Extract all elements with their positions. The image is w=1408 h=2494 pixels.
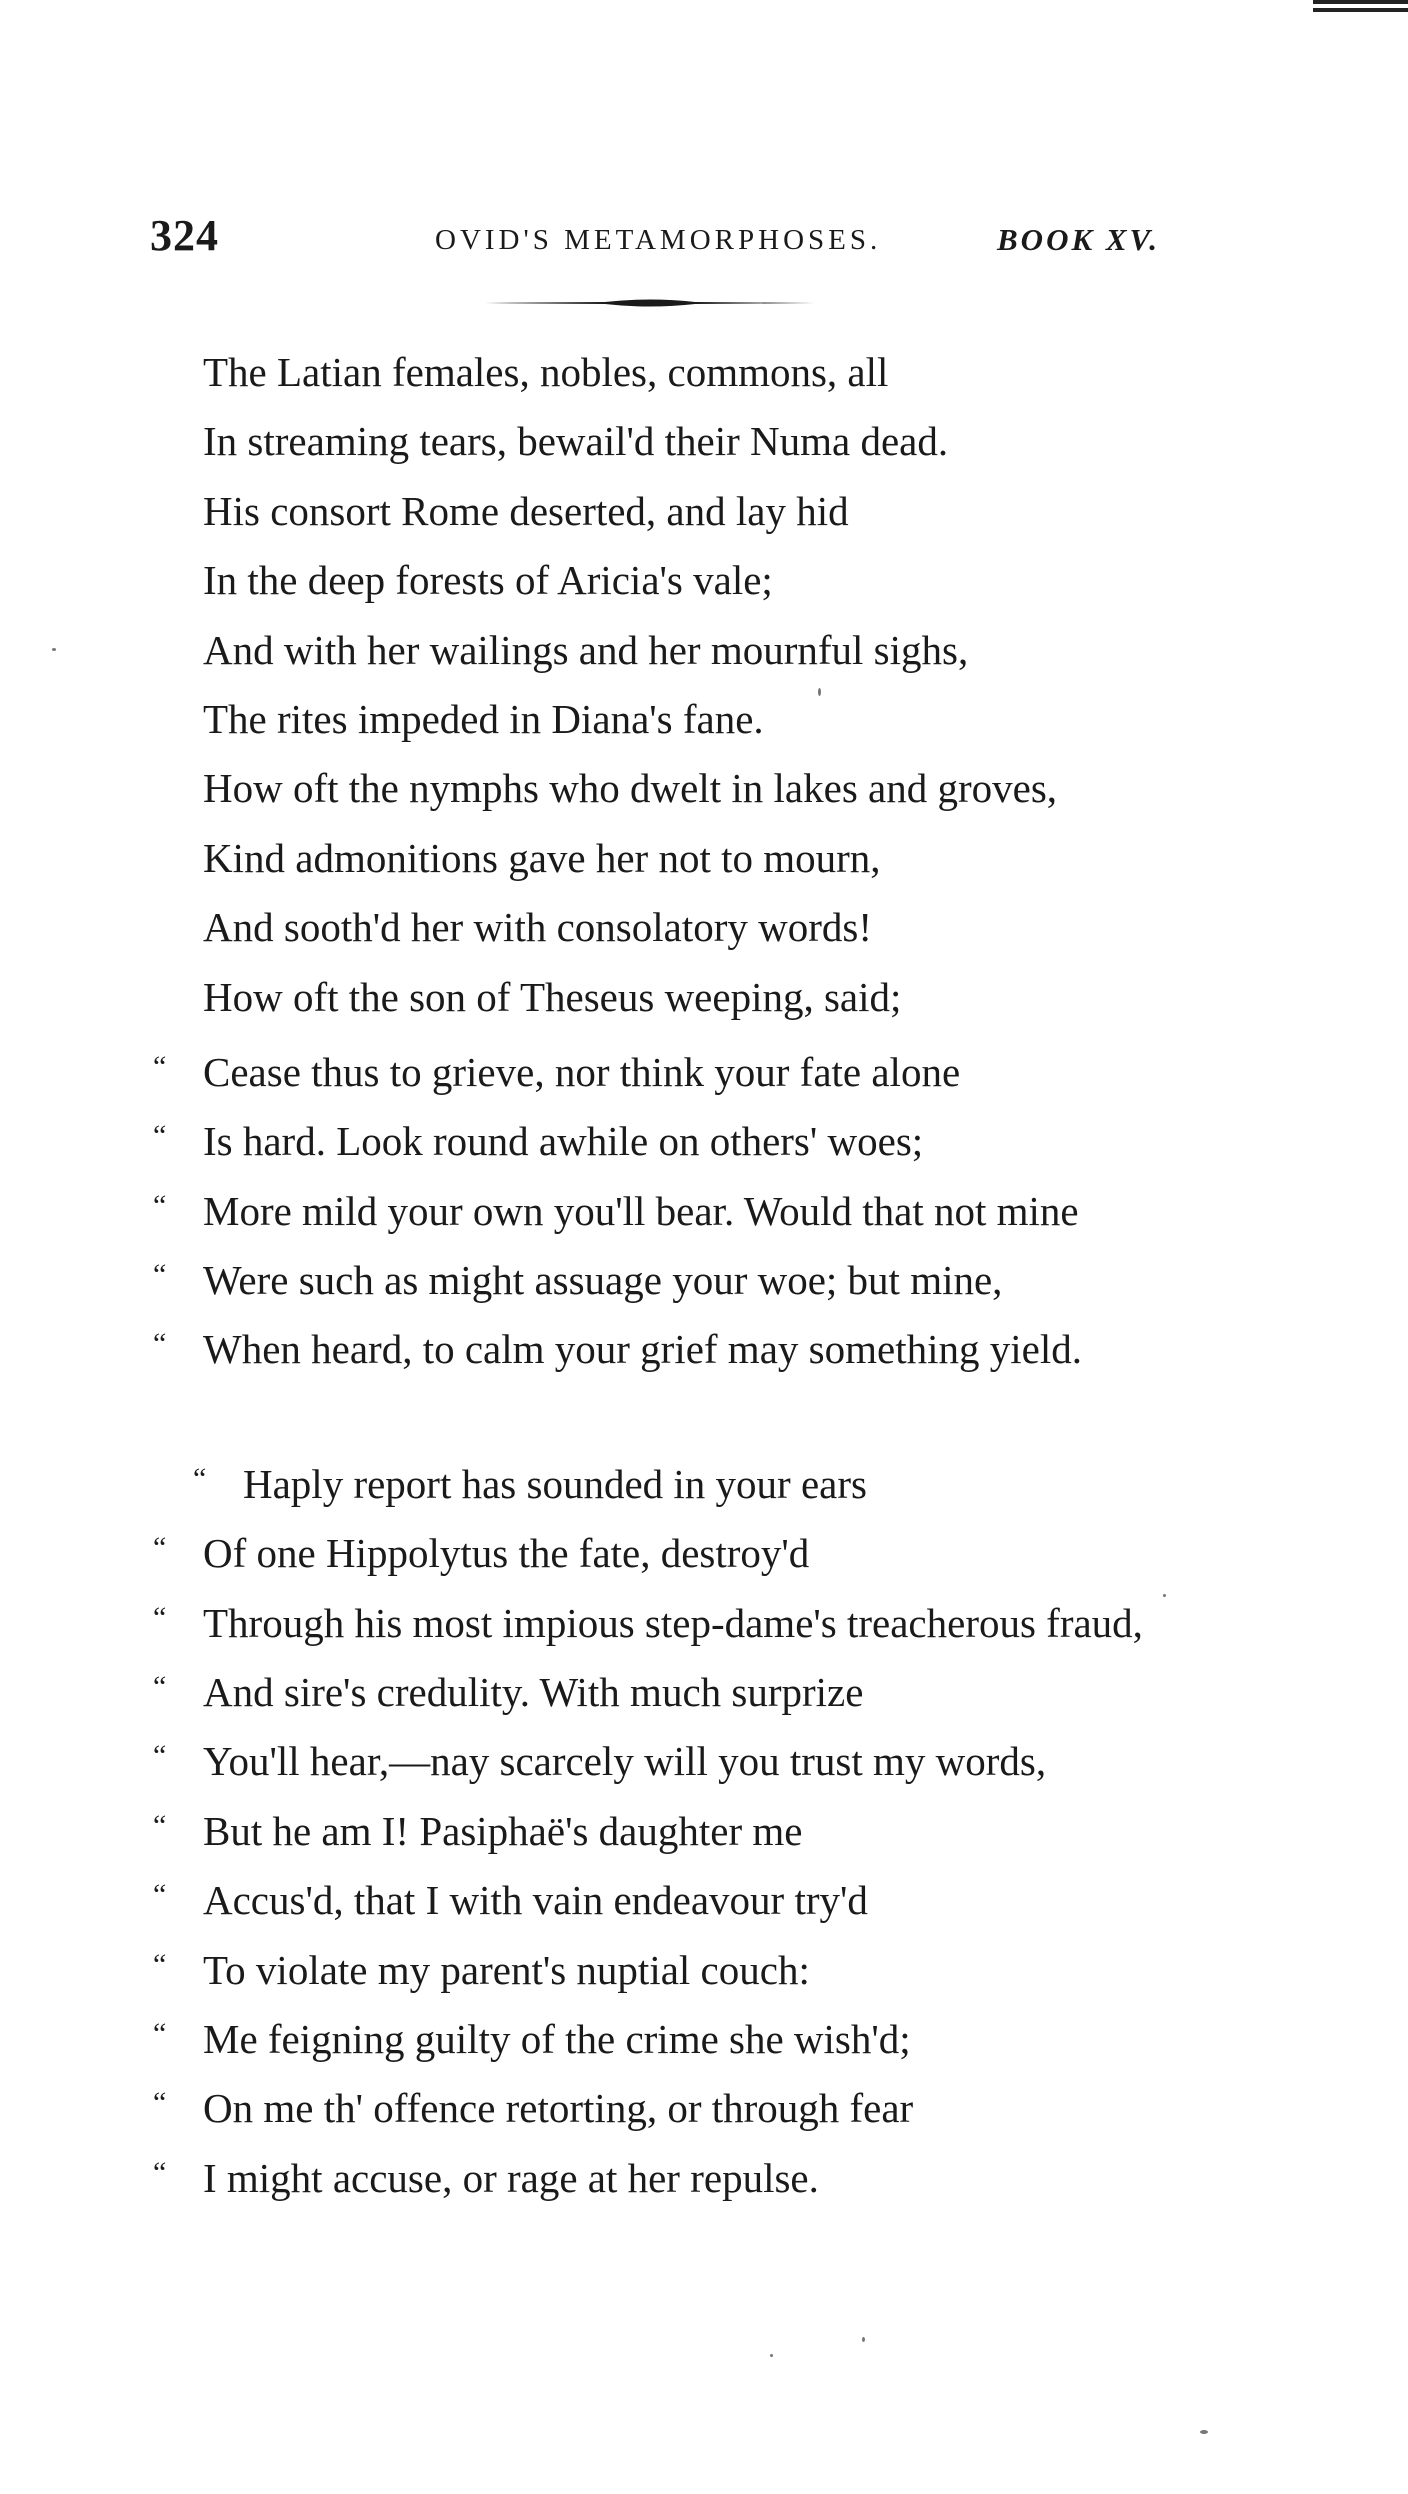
ornament-rule (485, 297, 815, 309)
verse-line (153, 477, 1233, 546)
book-label: BOOK XV. (997, 222, 1160, 257)
quote-mark: “ (153, 1327, 167, 1361)
quote-mark: “ (153, 1188, 167, 1222)
verse-line (153, 1583, 1233, 1652)
verse-line (153, 407, 1233, 476)
line-text: Were such as might assuage your woe; but mine, (203, 1257, 1003, 1304)
paper-speck (1163, 1594, 1166, 1597)
stanza-2 (153, 1444, 1233, 2207)
verse-line (153, 824, 1233, 893)
verse-line (153, 1240, 1233, 1309)
line-text: More mild your own you'll bear. Would that not mine (203, 1187, 1079, 1234)
line-text: You'll hear,—nay scarcely will you trust my words, (203, 1738, 1047, 1785)
paper-speck (1200, 2430, 1208, 2434)
verse-line (153, 1513, 1233, 1582)
line-text: And sire's credulity. With much surprize (203, 1669, 864, 1716)
poem-text (153, 338, 1233, 2207)
corner-binding-mark (1313, 0, 1408, 14)
verse-line (153, 1444, 1233, 1513)
running-title: OVID'S METAMORPHOSES. (435, 224, 882, 256)
verse-line (153, 338, 1233, 407)
line-text: I might accuse, or rage at her repulse. (203, 2154, 819, 2201)
verse-line (153, 2068, 1233, 2137)
stanza-1 (153, 338, 1233, 1379)
paper-speck (862, 2337, 865, 2342)
verse-line (153, 546, 1233, 615)
line-text: How oft the nymphs who dwelt in lakes and groves, (203, 765, 1058, 812)
line-text: But he am I! Pasiphaë's daughter me (203, 1807, 803, 1854)
line-text: The Latian females, nobles, commons, all (203, 349, 889, 395)
paper-speck (52, 648, 56, 651)
line-text: To violate my parent's nuptial couch: (203, 1946, 810, 1993)
verse-line (153, 1930, 1233, 1999)
verse-line (153, 1309, 1233, 1378)
paper-speck (770, 2354, 773, 2357)
verse-line (153, 1171, 1233, 1240)
verse-line (153, 1791, 1233, 1860)
line-text: The rites impeded in Diana's fane. (203, 695, 764, 742)
quote-mark: “ (153, 2016, 167, 2050)
verse-line (153, 616, 1233, 685)
line-text: And sooth'd her with consolatory words! (203, 904, 872, 951)
line-text: Me feigning guilty of the crime she wish'd; (203, 2015, 911, 2062)
running-header (150, 210, 1160, 270)
line-text: On me th' offence retorting, or through fear (203, 2085, 914, 2132)
verse-line (153, 1101, 1233, 1170)
line-text: In streaming tears, bewail'd their Numa dead. (203, 418, 949, 465)
line-text: When heard, to calm your grief may something yield. (203, 1326, 1082, 1373)
verse-line (153, 1860, 1233, 1929)
verse-line (153, 963, 1233, 1032)
quote-mark: “ (153, 1947, 167, 1981)
verse-line (153, 2138, 1233, 2207)
line-text: Of one Hippolytus the fate, destroy'd (203, 1530, 810, 1577)
quote-mark: “ (153, 1119, 167, 1153)
line-text: And with her wailings and her mournful sighs, (203, 626, 969, 673)
line-text: In the deep forests of Aricia's vale; (203, 557, 773, 604)
verse-line (153, 893, 1233, 962)
quote-mark: “ (153, 2086, 167, 2120)
line-text: How oft the son of Theseus weeping, said; (203, 973, 902, 1020)
quote-mark: “ (153, 1739, 167, 1773)
quote-mark: “ (153, 2155, 167, 2189)
verse-line (153, 1032, 1233, 1101)
line-text: Accus'd, that I with vain endeavour try'd (203, 1877, 868, 1924)
verse-line (153, 685, 1233, 754)
line-text: His consort Rome deserted, and lay hid (203, 487, 849, 534)
line-text: Kind admonitions gave her not to mourn, (203, 834, 881, 881)
quote-mark: “ (153, 1670, 167, 1704)
quote-mark: “ (153, 1878, 167, 1912)
line-text: Cease thus to grieve, nor think your fate alone (203, 1048, 961, 1095)
quote-mark: “ (153, 1808, 167, 1842)
line-text: Through his most impious step-dame's treacherous fraud, (203, 1599, 1143, 1646)
page-number: 324 (150, 211, 219, 260)
quote-mark: “ (153, 1258, 167, 1292)
line-text: Is hard. Look round awhile on others' woes; (203, 1118, 924, 1165)
verse-line (153, 1999, 1233, 2068)
quote-mark: “ (153, 1531, 167, 1565)
line-text: Haply report has sounded in your ears (243, 1460, 867, 1507)
verse-line (153, 754, 1233, 823)
verse-line (153, 1721, 1233, 1790)
quote-mark: “ (153, 1049, 167, 1083)
paper-speck (818, 688, 821, 696)
verse-line (153, 1652, 1233, 1721)
quote-mark: “ (153, 1600, 167, 1634)
quote-mark: “ (193, 1461, 207, 1495)
